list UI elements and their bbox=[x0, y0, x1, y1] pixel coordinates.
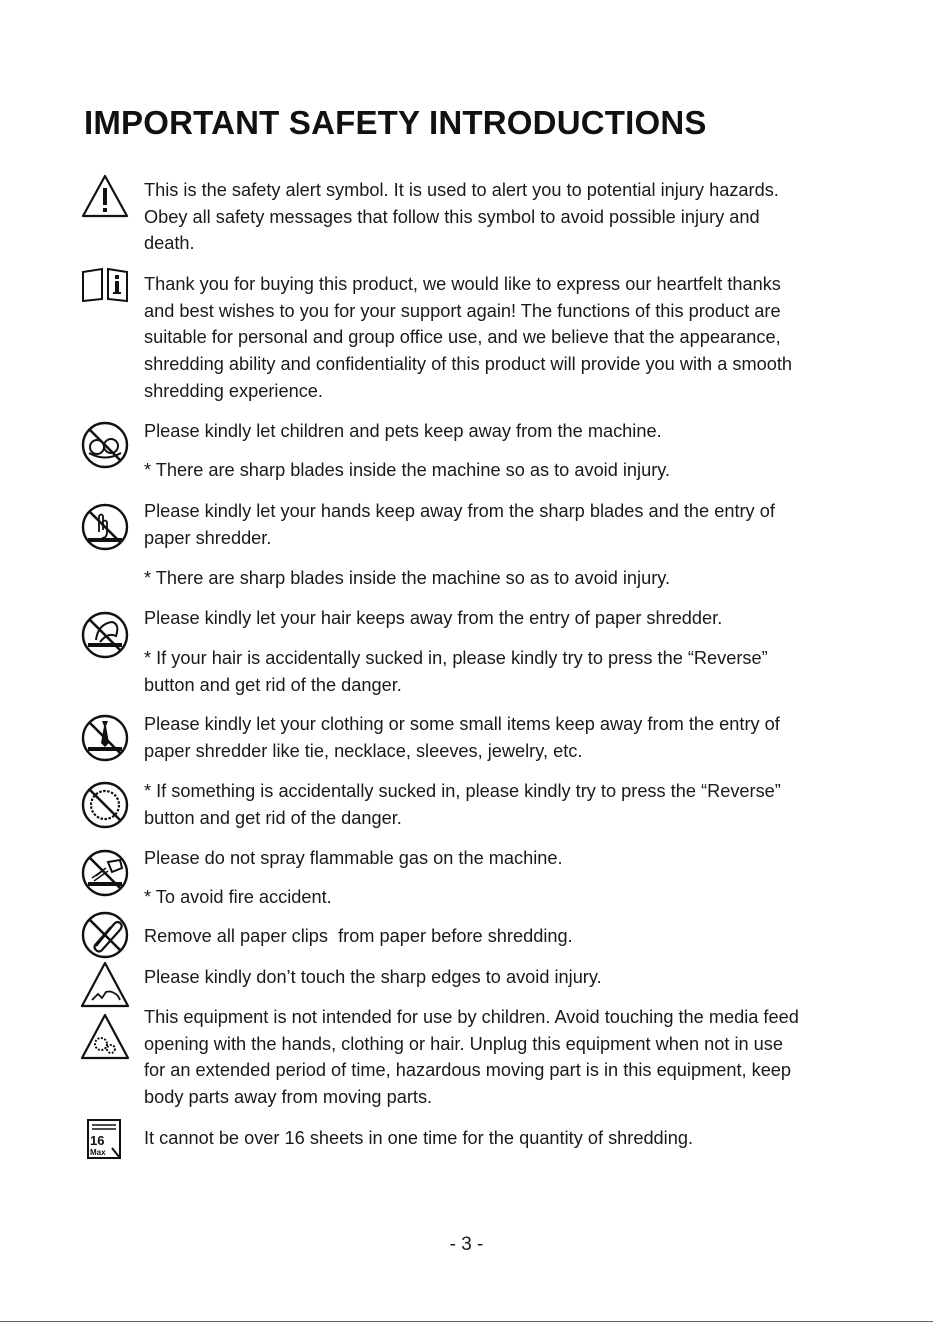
no-spray-icon bbox=[80, 848, 130, 898]
no-paper-clip-icon bbox=[80, 910, 130, 960]
thanks-paragraph: Thank you for buying this product, we would like to express our heartfelt thanks and best wishes to you for your support again! The functions of this product are suitable for personal and group office use, and we believe that the appearance, shredding ability and confidentiality of this product will provide you with a smooth shredding experience. bbox=[144, 274, 793, 401]
bottom-divider bbox=[0, 1321, 933, 1322]
sharp-edges-warning-icon bbox=[80, 960, 130, 1010]
hands-paragraph: Please kindly let your hands keep away from the sharp blades and the entry of paper shredder. bbox=[144, 501, 775, 548]
spray-paragraph: Please do not spray flammable gas on the machine. bbox=[144, 848, 563, 868]
no-necklace-icon bbox=[80, 780, 130, 830]
clips-paragraph: Remove all paper clips from paper before shredding. bbox=[144, 926, 573, 946]
no-tie-icon bbox=[80, 713, 130, 763]
max-sheets-icon bbox=[84, 1118, 126, 1160]
page-number: - 3 - bbox=[449, 1234, 484, 1255]
sheets-max-label: Max bbox=[90, 1148, 106, 1157]
page-title: IMPORTANT SAFETY INTRODUCTIONS bbox=[84, 104, 707, 141]
warning-triangle-icon bbox=[80, 172, 130, 222]
hands-note: * There are sharp blades inside the machine so as to avoid injury. bbox=[144, 568, 671, 588]
clothing-paragraph: Please kindly let your clothing or some small items keep away from the entry of paper shredder like tie, necklace, sleeves, jewelry, etc. bbox=[144, 714, 780, 761]
hair-note: * If your hair is accidentally sucked in, please kindly try to press the “Reverse” button and get rid of the danger. bbox=[144, 648, 768, 695]
edges-paragraph: Please kindly don’t touch the sharp edges to avoid injury. bbox=[144, 967, 602, 987]
spray-note: * To avoid fire accident. bbox=[144, 887, 332, 907]
children-note: * There are sharp blades inside the machine so as to avoid injury. bbox=[144, 460, 671, 480]
alert-paragraph: This is the safety alert symbol. It is used to alert you to potential injury hazards. Obey all safety messages that follow this symbol to avoid possible injury and death. bbox=[144, 180, 779, 254]
moving-parts-warning-icon bbox=[80, 1012, 130, 1062]
hair-paragraph: Please kindly let your hair keeps away from the entry of paper shredder. bbox=[144, 608, 723, 628]
no-children-pets-icon bbox=[80, 420, 130, 470]
sheets-paragraph: It cannot be over 16 sheets in one time for the quantity of shredding. bbox=[144, 1128, 693, 1148]
no-hands-icon bbox=[80, 502, 130, 552]
read-manual-icon bbox=[80, 264, 130, 304]
sheets-count: 16 bbox=[90, 1133, 105, 1148]
no-hair-icon bbox=[80, 610, 130, 660]
clothing-note: * If something is accidentally sucked in, please kindly try to press the “Reverse” button and get rid of the danger. bbox=[144, 781, 781, 828]
equipment-paragraph: This equipment is not intended for use by children. Avoid touching the media feed opening with the hands, clothing or hair. Unplug this equipment when not in use for an extended period of time, hazardous moving part is in this equipment, keep body parts away from moving parts. bbox=[144, 1007, 799, 1108]
children-paragraph: Please kindly let children and pets keep away from the machine. bbox=[144, 421, 662, 441]
